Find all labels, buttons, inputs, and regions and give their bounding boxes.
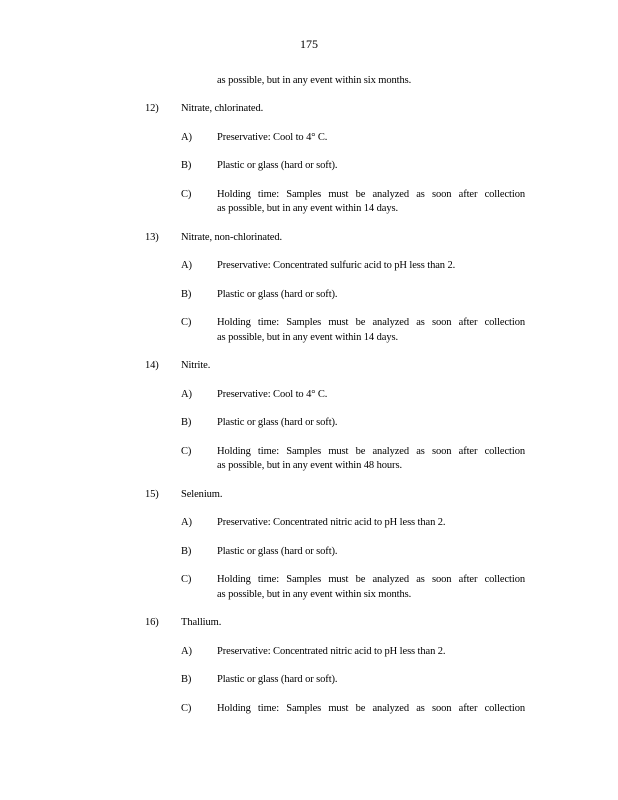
- sub-text: Holding time: Samples must be analyzed as soon after collection: [217, 317, 525, 328]
- sub-text: Plastic or glass (hard or soft).: [217, 674, 338, 685]
- item-number: 13): [145, 232, 159, 243]
- sub-letter: A): [181, 132, 192, 143]
- sub-text: as possible, but in any event within 14 days.: [217, 332, 398, 343]
- sub-letter: B): [181, 674, 192, 685]
- item-title: Thallium.: [181, 617, 222, 628]
- sub-letter: B): [181, 289, 192, 300]
- sub-text: Preservative: Concentrated nitric acid to pH less than 2.: [217, 646, 446, 657]
- item-number: 16): [145, 617, 159, 628]
- sub-letter: C): [181, 703, 192, 714]
- item-title: Nitrate, chlorinated.: [181, 103, 264, 114]
- item-number: 14): [145, 360, 159, 371]
- sub-text: Plastic or glass (hard or soft).: [217, 546, 338, 557]
- item-number: 12): [145, 103, 159, 114]
- sub-letter: C): [181, 446, 192, 457]
- sub-text: Plastic or glass (hard or soft).: [217, 289, 338, 300]
- item-number: 15): [145, 489, 159, 500]
- sub-text: as possible, but in any event within six months.: [217, 589, 412, 600]
- sub-letter: C): [181, 574, 192, 585]
- sub-text: Preservative: Cool to 4° C.: [217, 389, 328, 400]
- item-title: Nitrite.: [181, 360, 211, 371]
- sub-text: Holding time: Samples must be analyzed as soon after collection: [217, 446, 525, 457]
- sub-letter: A): [181, 646, 192, 657]
- sub-text: as possible, but in any event within 48 hours.: [217, 460, 402, 471]
- page-number: 175: [300, 37, 318, 51]
- sub-text: Holding time: Samples must be analyzed as soon after collection: [217, 189, 525, 200]
- sub-text: Holding time: Samples must be analyzed as soon after collection: [217, 703, 525, 714]
- sub-letter: C): [181, 317, 192, 328]
- sub-text: Preservative: Cool to 4° C.: [217, 132, 328, 143]
- sub-text: as possible, but in any event within 14 days.: [217, 203, 398, 214]
- sub-letter: B): [181, 546, 192, 557]
- continuation-text: as possible, but in any event within six months.: [217, 75, 412, 86]
- sub-letter: A): [181, 389, 192, 400]
- sub-letter: C): [181, 189, 192, 200]
- sub-letter: A): [181, 260, 192, 271]
- sub-letter: B): [181, 417, 192, 428]
- sub-text: Holding time: Samples must be analyzed as soon after collection: [217, 574, 525, 585]
- item-title: Selenium.: [181, 489, 223, 500]
- sub-text: Preservative: Concentrated sulfuric acid to pH less than 2.: [217, 260, 456, 271]
- sub-letter: A): [181, 517, 192, 528]
- sub-text: Preservative: Concentrated nitric acid to pH less than 2.: [217, 517, 446, 528]
- item-title: Nitrate, non-chlorinated.: [181, 232, 283, 243]
- sub-letter: B): [181, 160, 192, 171]
- sub-text: Plastic or glass (hard or soft).: [217, 160, 338, 171]
- sub-text: Plastic or glass (hard or soft).: [217, 417, 338, 428]
